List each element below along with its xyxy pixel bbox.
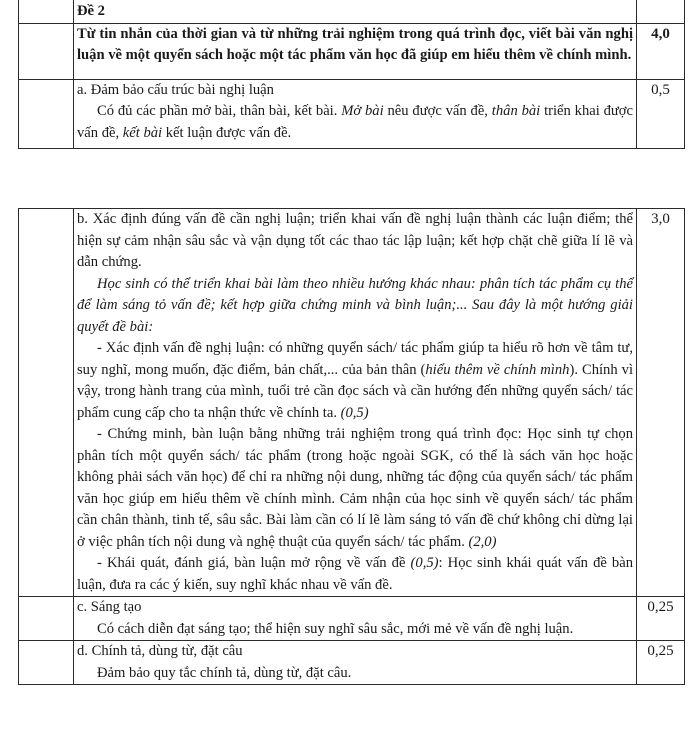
criterion-b-point-3: - Khái quát, đánh giá, bàn luận mở rộng về vấn đề (0,5): Học sinh khái quát vấn đề bàn luận, đưa ra các ý kiến, suy nghĩ khác nhau về vấn đề. bbox=[77, 555, 633, 593]
criterion-d-row bbox=[19, 641, 685, 685]
essay-prompt: Từ tin nhắn của thời gian và từ những trải nghiệm trong quá trình đọc, viết bài văn nghị luận về một quyển sách hoặc một tác phẩm văn học đã giúp em hiểu thêm về chính mình. bbox=[74, 23, 637, 79]
de-label: Đề 2 bbox=[74, 0, 637, 23]
criterion-c-row bbox=[19, 597, 685, 641]
criterion-c bbox=[74, 597, 637, 641]
rubric-table-part-2 bbox=[18, 208, 685, 685]
rubric-table-part-1 bbox=[18, 0, 685, 149]
criterion-b bbox=[74, 209, 637, 597]
criterion-c-score: 0,25 bbox=[637, 597, 685, 641]
criterion-b-intro: Học sinh có thể triển khai bài làm theo nhiều hướng khác nhau: phân tích tác phẩm cụ thể để làm sáng tỏ vấn đề; kết hợp giữa chứng minh và bình luận;... Sau đây là một hướng giải quyết đề bài: bbox=[77, 275, 633, 335]
criterion-b-title: b. Xác định đúng vấn đề cần nghị luận; triển khai vấn đề nghị luận thành các luận điểm; thể hiện sự cảm nhận sâu sắc và vận dụng tốt các thao tác lập luận; kết hợp chặt chẽ giữa lí lẽ và dẫn chứng. bbox=[77, 211, 633, 270]
criterion-a-row bbox=[19, 79, 685, 149]
criterion-a-score: 0,5 bbox=[637, 79, 685, 149]
criterion-b-point-2: - Chứng minh, bàn luận bằng những trải nghiệm trong quá trình đọc: Học sinh tự chọn phân tích một quyển sách/ tác phẩm (trong hoặc ngoài SGK, có thể là sách văn học hoặc không phải sách văn học) để chỉ ra những nội dung, những tác động của quyển sách/ tác phẩm văn học giúp em hiểu thêm về chính mình. Cảm nhận của học sinh về quyển sách/ tác phẩm cần chân thành, tinh tế, sâu sắc. Bài làm cần có lí lẽ làm sáng tỏ vấn đề chứ không chỉ dừng lại ở việc phân tích nội dung và nghệ thuật của quyển sách/ tác phẩm. (2,0) bbox=[77, 426, 633, 550]
criterion-a-title: a. Đảm bảo cấu trúc bài nghị luận bbox=[77, 81, 274, 98]
de-header-row bbox=[19, 0, 685, 23]
prompt-score: 4,0 bbox=[637, 23, 685, 79]
criterion-a bbox=[74, 79, 637, 149]
criterion-c-title: c. Sáng tạo bbox=[77, 599, 142, 615]
criterion-d-score: 0,25 bbox=[637, 641, 685, 685]
criterion-d-text: Đảm bảo quy tắc chính tả, dùng từ, đặt câu. bbox=[97, 664, 352, 681]
criterion-b-point-1: - Xác định vấn đề nghị luận: có những quyển sách/ tác phẩm giúp ta hiểu rõ hơn về tâm tư, suy nghĩ, mong muốn, đặc điểm, bản chất,... của bản thân (hiểu thêm về chính mình). Chính vì vậy, trong hành trang của mình, tuổi trẻ cần đọc sách và cần hướng đến những quyển sách/ tác phẩm cung cấp cho ta nhận thức về chính ta. (0,5) bbox=[77, 340, 633, 421]
criterion-b-row bbox=[19, 209, 685, 597]
criterion-d-title: d. Chính tả, dùng từ, đặt câu bbox=[77, 643, 243, 659]
prompt-row bbox=[19, 23, 685, 79]
criterion-c-text: Có cách diễn đạt sáng tạo; thể hiện suy nghĩ sâu sắc, mới mẻ về vấn đề nghị luận. bbox=[97, 620, 574, 637]
criterion-b-score: 3,0 bbox=[637, 209, 685, 597]
criterion-d bbox=[74, 641, 637, 685]
criterion-a-text: Có đủ các phần mở bài, thân bài, kết bài. Mở bài nêu được vấn đề, thân bài triển khai được vấn đề, kết bài kết luận được vấn đề. bbox=[77, 103, 634, 141]
